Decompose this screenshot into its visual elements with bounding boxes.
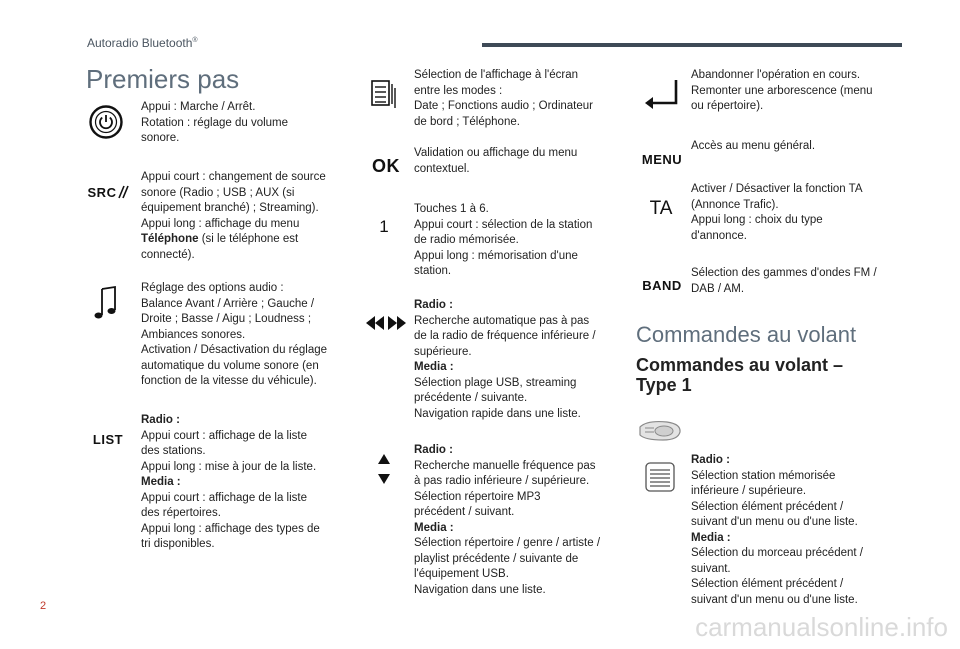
list-media-label: Media : bbox=[141, 476, 181, 488]
src-description-c: (si le téléphone est connecté). bbox=[141, 233, 299, 261]
running-header bbox=[87, 36, 198, 50]
src-description bbox=[141, 170, 346, 263]
menu-description: Accès au menu général. bbox=[691, 140, 816, 152]
menu-icon-label: MENU bbox=[641, 151, 683, 167]
updown-media-text: Sélection répertoire / genre / artiste / playlist précédente / suivante de l'équipement USB. Navigation dans une liste. bbox=[414, 537, 601, 596]
list-radio-text: Appui court : affichage de la liste des stations. Appui long : mise à jour de la liste. bbox=[141, 429, 317, 473]
ok-icon-label: OK bbox=[372, 155, 400, 176]
thumbwheel-icon bbox=[645, 462, 675, 492]
updown-media-label: Media : bbox=[414, 521, 454, 534]
band-icon bbox=[638, 276, 686, 294]
display-mode-description: Sélection de l'affichage à l'écran entre les modes : Date ; Fonctions audio ; Ordinateur de bord ; Téléphone. bbox=[414, 69, 593, 128]
header-registered-mark: ® bbox=[192, 37, 198, 44]
page-number: 2 bbox=[40, 600, 47, 612]
music-note-icon bbox=[90, 284, 122, 322]
seek-arrows-icon bbox=[364, 314, 408, 332]
seek-radio-label: Radio : bbox=[414, 299, 453, 311]
ta-icon bbox=[644, 198, 678, 220]
band-description: Sélection des gammes d'ondes FM / DAB / AM. bbox=[691, 267, 877, 295]
seek-description bbox=[414, 298, 619, 422]
number-one-label: 1 bbox=[379, 217, 389, 236]
seek-media-text: Sélection plage USB, streaming précédente / suivante. Navigation rapide dans une liste. bbox=[414, 376, 581, 420]
src-icon-label: SRC bbox=[87, 184, 117, 200]
header-title: Autoradio Bluetooth bbox=[87, 36, 193, 50]
wheel-radio-text: Sélection station mémorisée inférieure / supérieure. Sélection élément précédent / suivant d'un menu ou d'une liste. bbox=[691, 469, 858, 528]
ta-icon-label: TA bbox=[649, 198, 673, 219]
list-icon-label: LIST bbox=[92, 431, 124, 447]
wheel-media-text: Sélection du morceau précédent / suivant. Sélection élément précédent / suivant d'un menu ou d'une liste. bbox=[691, 547, 863, 606]
ok-icon bbox=[366, 155, 406, 177]
seek-radio-text: Recherche automatique pas à pas de la radio de fréquence inférieure / supérieure. bbox=[414, 314, 596, 358]
src-description-bold: Téléphone bbox=[141, 233, 199, 245]
updown-radio-label: Radio : bbox=[414, 444, 453, 456]
seek-media-label: Media : bbox=[414, 361, 454, 373]
preset-keys-description: Touches 1 à 6. Appui court : sélection de la station de radio mémorisée. Appui long : mémorisation d'une station. bbox=[414, 203, 593, 277]
menu-icon bbox=[638, 150, 686, 168]
back-arrow-icon bbox=[640, 76, 684, 112]
watermark: carmanualsonline.info bbox=[695, 612, 948, 642]
up-down-arrows-icon bbox=[374, 452, 394, 486]
wheel-media-label: Media : bbox=[691, 531, 731, 544]
steering-control-icon bbox=[636, 418, 684, 444]
power-description: Appui : Marche / Arrêt. Rotation : réglage du volume sonore. bbox=[141, 101, 289, 144]
screen-mode-icon bbox=[368, 77, 400, 111]
list-icon bbox=[88, 430, 128, 448]
section-title-commandes: Commandes au volant bbox=[636, 322, 857, 347]
wheel-description bbox=[691, 453, 896, 608]
list-radio-label: Radio : bbox=[141, 414, 180, 426]
audio-settings-description: Réglage des options audio : Balance Avant / Arrière ; Gauche / Droite ; Basse / Aigu ; Loudness ; Ambiances sonores. Activation / Désactivation du réglage automatique du volume sonore (en fonction de la vitesse du véhicule). bbox=[141, 282, 328, 387]
power-icon bbox=[88, 104, 124, 140]
list-media-text: Appui court : affichage de la liste des répertoires. Appui long : affichage des types de tri disponibles. bbox=[141, 491, 320, 550]
band-icon-label: BAND bbox=[642, 277, 682, 293]
updown-radio-text: Recherche manuelle fréquence pas à pas radio inférieure / supérieure. Sélection répertoire MP3 précédent / suivant. bbox=[414, 459, 596, 518]
wheel-radio-label: Radio : bbox=[691, 454, 730, 466]
ok-description: Validation ou affichage du menu contextuel. bbox=[414, 147, 578, 175]
list-description bbox=[141, 413, 346, 553]
ta-description: Activer / Désactiver la fonction TA (Annonce Trafic). Appui long : choix du type d'annonce. bbox=[691, 183, 863, 242]
header-rule bbox=[482, 43, 902, 47]
number-one-icon bbox=[374, 217, 394, 237]
src-icon bbox=[86, 183, 134, 201]
section-title-premiers-pas: Premiers pas bbox=[86, 64, 240, 94]
subsection-title-type1: Commandes au volant – Type 1 bbox=[636, 355, 844, 395]
back-description: Abandonner l'opération en cours. Remonter une arborescence (menu ou répertoire). bbox=[691, 69, 873, 112]
src-description-a: Appui court : changement de source sonore (Radio ; USB ; AUX (si équipement branché) ; Streaming). Appui long : affichage du menu bbox=[141, 171, 326, 230]
updown-description bbox=[414, 443, 624, 598]
